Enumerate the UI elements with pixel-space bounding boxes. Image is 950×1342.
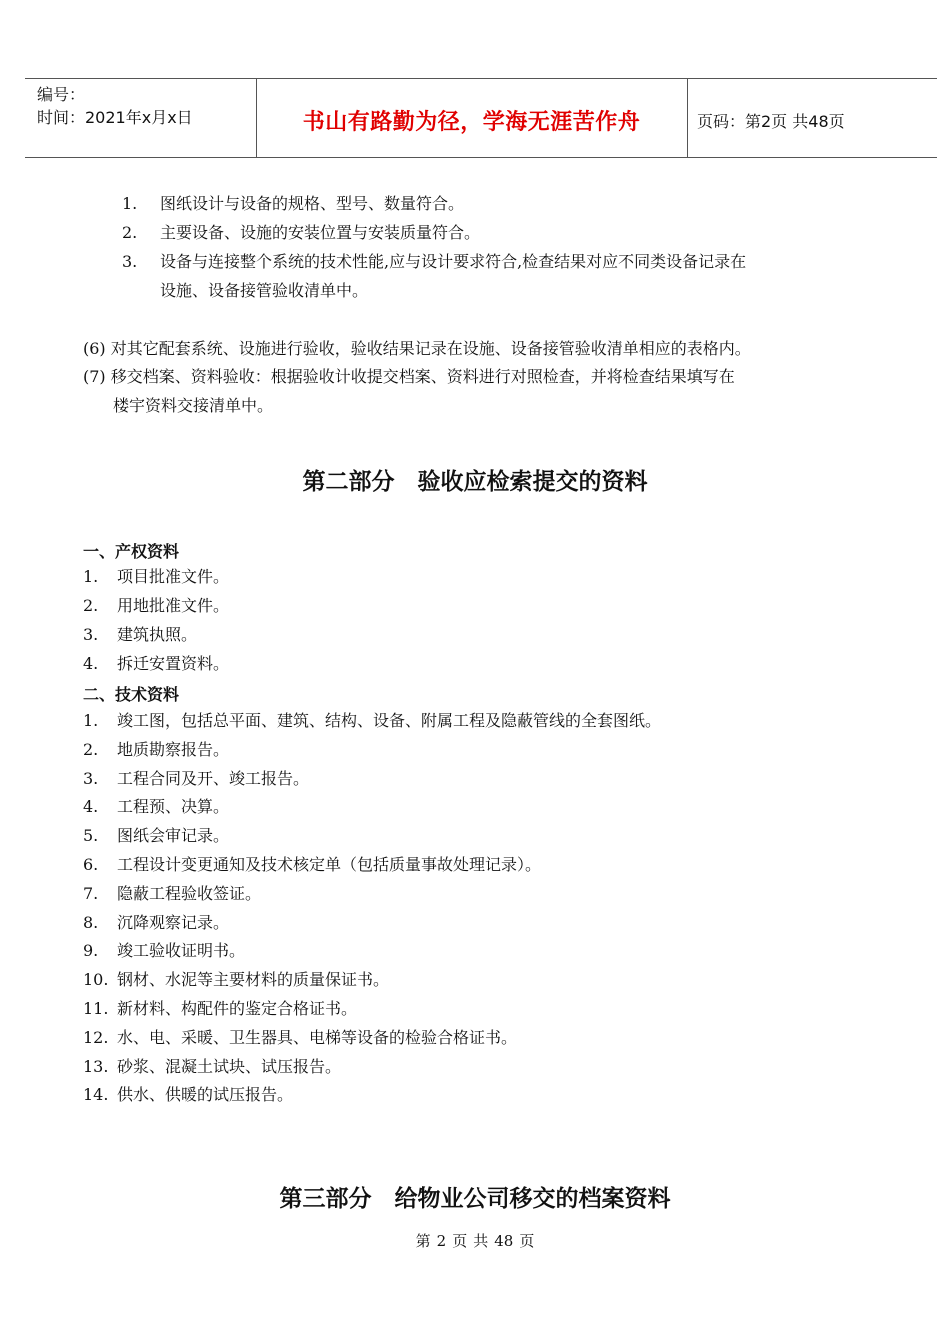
item-text: 设备与连接整个系统的技术性能,应与设计要求符合,检查结果对应不同类设备记录在: [160, 252, 747, 271]
list-item: [83, 854, 541, 876]
list-item: [83, 768, 309, 790]
checklist-item: [122, 222, 480, 244]
list-item: [83, 1084, 293, 1106]
item-text: 地质勘察报告。: [117, 739, 230, 759]
item-text: 工程预、决算。: [117, 797, 230, 817]
item-number: 3.: [122, 252, 138, 271]
item-text: 建筑执照。: [117, 625, 198, 644]
item-number: 8.: [83, 912, 99, 932]
list-item: [83, 912, 229, 934]
item-number: 14.: [83, 1085, 109, 1105]
item-number: 1.: [122, 194, 138, 213]
document-header: [25, 78, 937, 158]
item-number: 3.: [83, 625, 99, 644]
item-text: 隐蔽工程验收签证。: [117, 883, 262, 903]
item-number: 9.: [83, 941, 99, 961]
serial-label: 编号：: [37, 85, 86, 104]
list-item: [83, 739, 229, 761]
checklist-item-continued: 设施、设备接管验收清单中。: [160, 281, 369, 300]
list-item: [83, 940, 245, 962]
numbered-item: [83, 338, 751, 360]
item-text: 砂浆、混凝土试块、试压报告。: [117, 1056, 342, 1076]
item-number: 2.: [122, 223, 138, 242]
item-text: 钢材、水泥等主要材料的质量保证书。: [117, 970, 390, 990]
footer-total-pages: 48: [494, 1232, 514, 1250]
item-number: (6): [83, 339, 106, 358]
footer-total-prefix: 共: [473, 1232, 489, 1250]
list-item: [83, 1027, 517, 1049]
item-number: 10.: [83, 970, 109, 990]
item-text: 项目批准文件。: [117, 567, 230, 586]
item-text: 对其它配套系统、设施进行验收，验收结果记录在设施、设备接管验收清单相应的表格内。: [110, 339, 751, 358]
footer-page-suffix: 页: [452, 1232, 468, 1250]
item-text: 图纸会审记录。: [117, 826, 230, 846]
item-number: 4.: [83, 654, 99, 673]
time-label: 时间：2021年x月x日: [37, 108, 193, 127]
list-item: [83, 653, 229, 675]
item-text: 新材料、构配件的鉴定合格证书。: [117, 999, 358, 1018]
footer-page-number: 2: [436, 1232, 447, 1250]
item-text: 沉降观察记录。: [117, 912, 230, 932]
footer-prefix: 第: [415, 1232, 431, 1250]
item-number: (7): [83, 367, 106, 386]
section-title-property: 一、产权资料: [83, 542, 180, 561]
item-number: 2.: [83, 739, 99, 759]
item-number: 11.: [83, 999, 109, 1018]
item-text: 供水、供暖的试压报告。: [117, 1085, 294, 1105]
section-title-technical: 二、技术资料: [83, 685, 180, 704]
item-number: 13.: [83, 1056, 109, 1076]
page-code: 页码：第2页 共48页: [697, 112, 845, 131]
page-footer: [0, 1230, 950, 1251]
motto: 书山有路勤为径，学海无涯苦作舟: [302, 110, 641, 135]
item-text: 移交档案、资料验收：根据验收计收提交档案、资料进行对照检查，并将检查结果填写在: [110, 367, 735, 386]
item-text: 图纸设计与设备的规格、型号、数量符合。: [160, 194, 465, 213]
list-item: [83, 624, 197, 646]
item-number: 3.: [83, 768, 99, 788]
numbered-item-continued: 楼宇资料交接清单中。: [113, 396, 274, 415]
list-item: [83, 825, 229, 847]
item-text: 竣工图，包括总平面、建筑、结构、设备、附属工程及隐蔽管线的全套图纸。: [117, 711, 662, 730]
checklist-item: [122, 193, 464, 215]
item-number: 2.: [83, 596, 99, 615]
item-number: 4.: [83, 797, 99, 817]
item-text: 水、电、采暖、卫生器具、电梯等设备的检验合格证书。: [117, 1027, 518, 1047]
header-page-cell: [687, 79, 937, 157]
numbered-item: [83, 366, 735, 388]
part3-heading: 第三部分 给物业公司移交的档案资料: [279, 1186, 671, 1212]
list-item: [83, 969, 389, 991]
header-motto-cell: [256, 79, 688, 157]
item-text: 主要设备、设施的安装位置与安装质量符合。: [160, 223, 481, 242]
header-meta-cell: [25, 79, 257, 157]
item-number: 5.: [83, 826, 99, 846]
item-text: 拆迁安置资料。: [117, 654, 230, 673]
list-item: [83, 566, 229, 588]
item-text: 竣工验收证明书。: [117, 941, 246, 961]
footer-total-suffix: 页: [519, 1232, 535, 1250]
part2-heading: 第二部分 验收应检索提交的资料: [302, 469, 648, 495]
list-item: [83, 796, 229, 818]
list-item: [83, 710, 661, 732]
list-item: [83, 1056, 341, 1078]
item-number: 7.: [83, 883, 99, 903]
item-text: 用地批准文件。: [117, 596, 230, 615]
item-number: 1.: [83, 567, 99, 586]
item-text: 工程设计变更通知及技术核定单（包括质量事故处理记录）。: [117, 855, 542, 874]
item-text: 工程合同及开、竣工报告。: [117, 768, 310, 788]
list-item: [83, 883, 261, 905]
list-item: [83, 595, 229, 617]
checklist-item: [122, 251, 746, 273]
item-number: 12.: [83, 1027, 109, 1047]
item-number: 1.: [83, 711, 99, 730]
list-item: [83, 998, 357, 1020]
item-number: 6.: [83, 855, 99, 874]
